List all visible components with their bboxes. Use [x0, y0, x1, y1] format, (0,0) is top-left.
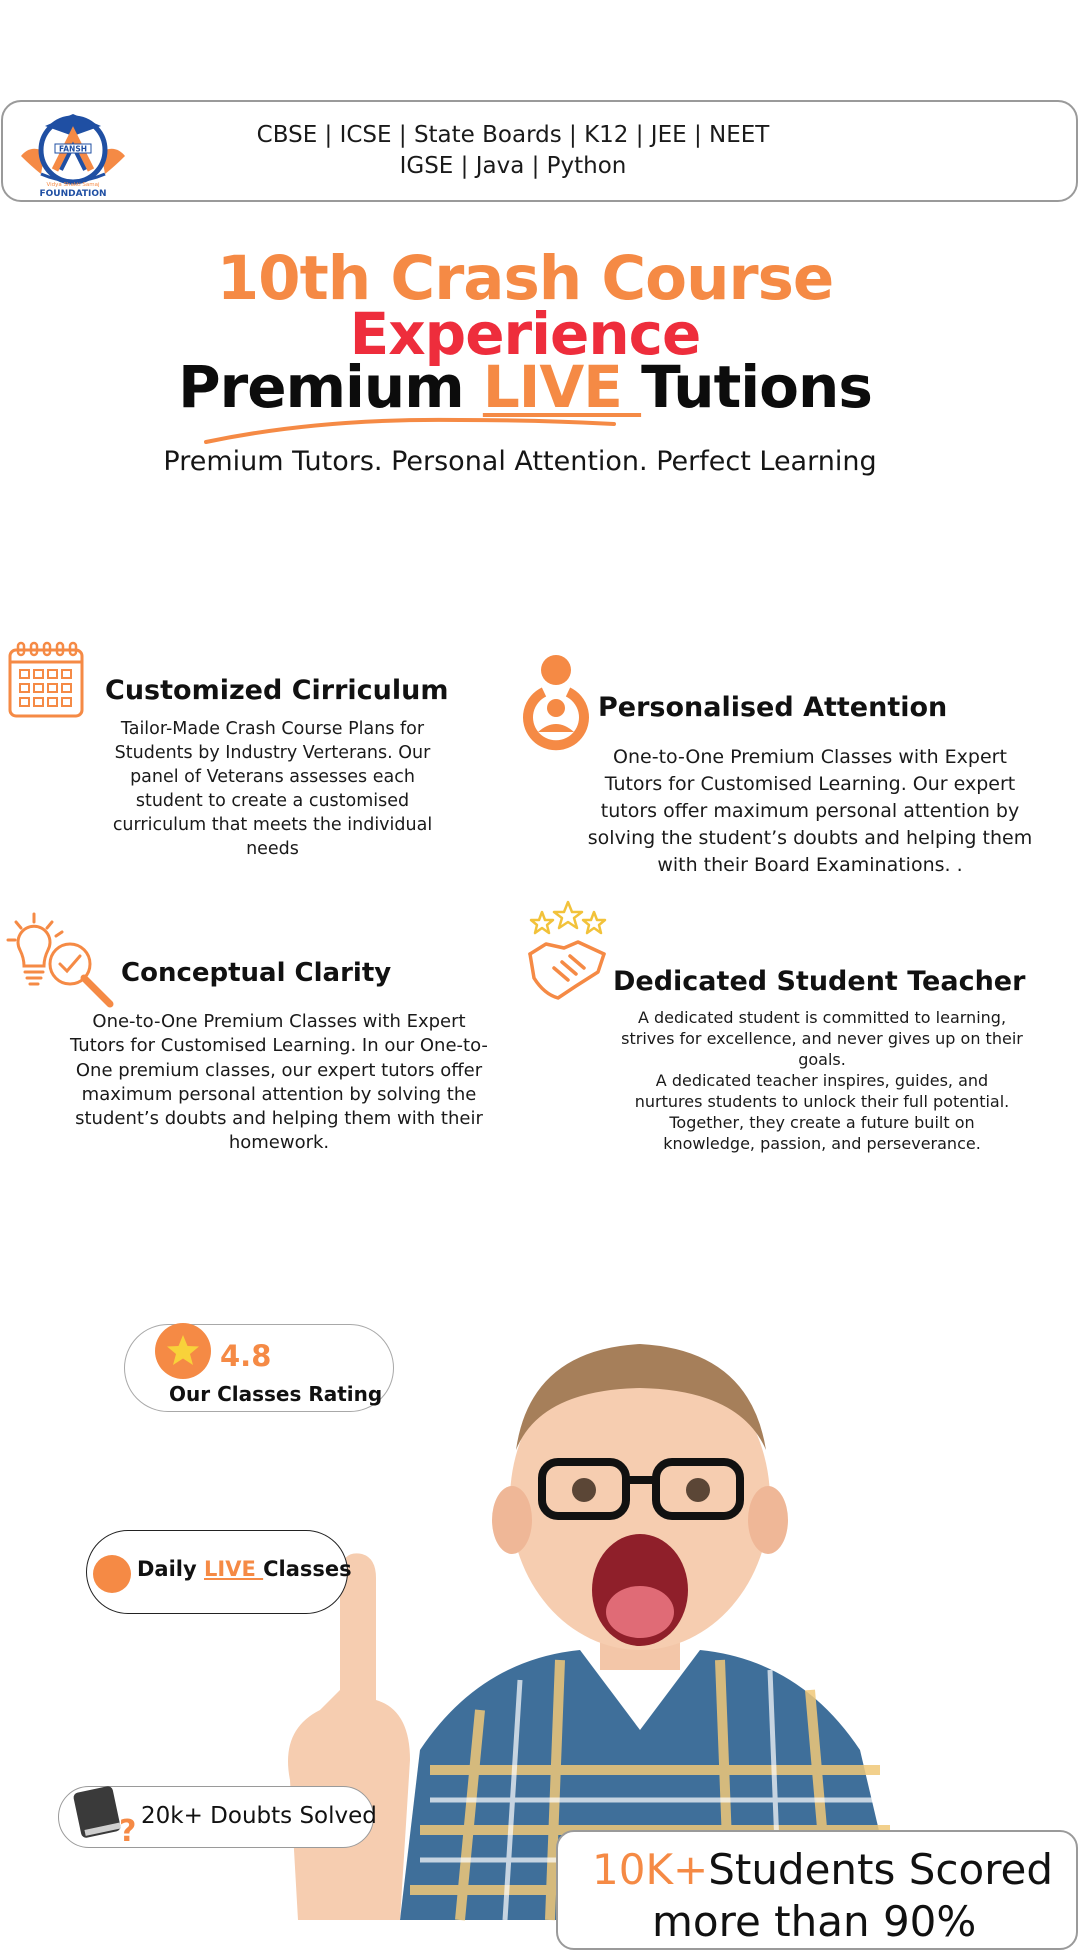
logo-name: FANSH — [58, 144, 88, 154]
desc-line: A dedicated student is committed to learning, — [637, 1008, 1007, 1027]
hero-premium-text: Premium — [178, 353, 483, 421]
daily-pre: Daily — [137, 1557, 204, 1581]
person-care-icon — [524, 652, 588, 748]
live-dot-icon — [93, 1555, 131, 1593]
daily-post: Classes — [263, 1557, 352, 1581]
feature-title-curriculum: Customized Cirriculum — [105, 675, 449, 706]
daily-live: LIVE — [204, 1557, 264, 1581]
svg-text:?: ? — [119, 1814, 137, 1849]
calendar-icon — [6, 640, 86, 720]
desc-line: nurtures students to unlock their full potential. — [634, 1092, 1010, 1111]
desc-line: knowledge, passion, and perseverance. — [663, 1134, 981, 1153]
scored-rest: Students Scored — [708, 1845, 1054, 1894]
rating-badge — [124, 1324, 394, 1412]
header-line-2: IGSE | Java | Python — [399, 153, 627, 179]
desc-line: student to create a customised — [135, 791, 410, 811]
desc-line: One-to-One Premium Classes with Expert — [613, 746, 1007, 768]
desc-line: strives for excellence, and never gives up on their — [621, 1029, 1023, 1048]
desc-line: goals. — [798, 1050, 846, 1069]
star-icon — [155, 1323, 211, 1379]
rating-star-circle — [155, 1323, 211, 1379]
fansh-logo — [11, 104, 135, 200]
desc-line: panel of Veterans assesses each — [130, 767, 415, 787]
hero-tutions-text: Tutions — [641, 353, 872, 421]
hero-live-text: LIVE — [482, 353, 642, 421]
rating-value: 4.8 — [220, 1339, 272, 1373]
feature-desc-dedicated — [600, 1007, 1044, 1154]
feature-title-attention: Personalised Attention — [598, 692, 948, 723]
feature-title-clarity: Conceptual Clarity — [121, 958, 392, 988]
desc-line: A dedicated teacher inspires, guides, and — [655, 1071, 989, 1090]
daily-live-badge — [86, 1530, 352, 1614]
desc-line: One premium classes, our expert tutors offer — [75, 1059, 483, 1081]
handshake-stars-icon — [524, 898, 612, 1006]
hero-title: 10th Crash Course — [216, 243, 834, 314]
hero-subtitle: Experience — [349, 300, 701, 368]
students-scored-text — [592, 1844, 1053, 1948]
header-subjects — [153, 120, 873, 182]
hero-tagline: Premium Tutors. Personal Attention. Perfect Learning — [163, 446, 877, 477]
scored-line-2: more than 90% — [652, 1897, 977, 1946]
desc-line: Students by Industry Verterans. Our — [114, 743, 431, 763]
desc-line: One-to-One Premium Classes with Expert — [92, 1011, 466, 1032]
desc-line: solving the student’s doubts and helping them — [587, 827, 1033, 849]
header-bar — [1, 100, 1078, 202]
desc-line: with their Board Examinations. . — [657, 854, 963, 876]
daily-live-text — [137, 1557, 352, 1581]
lightbulb-search-icon — [4, 910, 116, 1010]
logo-org: FOUNDATION — [39, 189, 107, 199]
feature-desc-clarity — [60, 1010, 498, 1156]
feature-desc-curriculum — [90, 717, 455, 861]
feature-desc-attention — [560, 744, 1060, 879]
scored-highlight: 10K+ — [592, 1845, 709, 1894]
desc-line: Tailor-Made Crash Course Plans for — [120, 719, 425, 739]
feature-title-dedicated: Dedicated Student Teacher — [613, 966, 1026, 997]
desc-line: tutors offer maximum personal attention by — [600, 800, 1020, 822]
book-question-icon — [71, 1781, 141, 1849]
desc-line: Tutors for Customised Learning. Our expert — [604, 773, 1016, 795]
doubts-solved-text: 20k+ Doubts Solved — [141, 1803, 377, 1829]
logo-sub: Vidya Shakti Samaj — [46, 182, 100, 188]
desc-line: Tutors for Customised Learning. In our One-to- — [70, 1035, 488, 1057]
desc-line: needs — [246, 839, 299, 859]
rating-label: Our Classes Rating — [169, 1382, 383, 1406]
header-line-1: CBSE | ICSE | State Boards | K12 | JEE | NEET — [256, 122, 770, 148]
desc-line: curriculum that meets the individual — [112, 815, 433, 835]
doubts-solved-badge — [58, 1786, 377, 1849]
desc-line: student’s doubts and helping them with their — [75, 1108, 483, 1130]
students-scored-box — [556, 1830, 1078, 1950]
hero-swoosh-underline — [200, 410, 620, 450]
desc-line: homework. — [228, 1132, 330, 1154]
desc-line: maximum personal attention by solving the — [81, 1083, 477, 1105]
desc-line: Together, they create a future built on — [669, 1113, 975, 1132]
